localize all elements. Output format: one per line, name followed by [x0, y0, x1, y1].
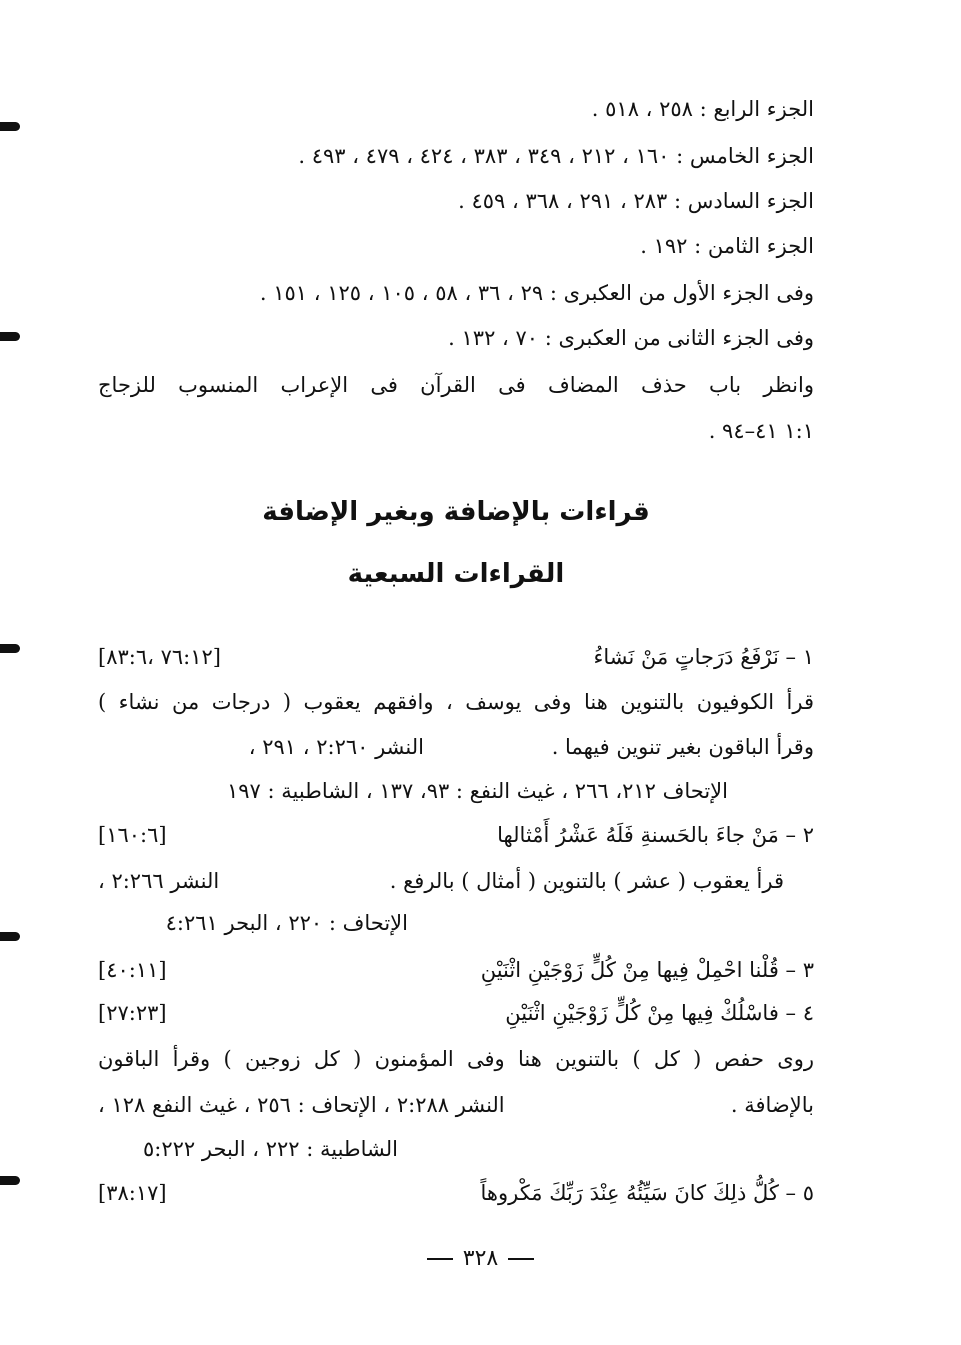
- margin-mark: [0, 122, 20, 131]
- commentary-line: [98, 1088, 814, 1122]
- verse-text: ١ – نَرْفَعُ دَرَجاتٍ مَنْ نَشاءُ: [593, 645, 814, 669]
- index-line: وفى الجزء الأول من العكبرى : ٢٩ ، ٣٦ ، ٥٨ ، ١٠٥ ، ١٢٥ ، ١٥١ .: [259, 281, 814, 305]
- verse-reference: [٧٦:١٢ ،٨٣:٦]: [98, 645, 221, 669]
- index-line: وانظر باب حذف المضاف فى القرآن فى الإعراب المنسوب للزجاج: [98, 373, 814, 397]
- verse-entry: [98, 953, 814, 987]
- source-citation: الإتحاف ٢١٢، ٢٦٦ ، غيث النفع : ٩٣، ١٣٧ ، الشاطبية : ١٩٧: [226, 779, 728, 803]
- page-number: [0, 1244, 961, 1274]
- source-citation: الشاطبية : ٢٢٢ ، البحر ٥:٢٢٢: [142, 1137, 398, 1161]
- page-number-value: ٣٢٨: [462, 1246, 499, 1271]
- verse-reference: [٤٠:١١]: [98, 958, 167, 982]
- index-line: وفى الجزء الثانى من العكبرى : ٧٠ ، ١٣٢ .: [448, 326, 814, 350]
- margin-mark: [0, 1176, 20, 1185]
- page-number-dash: [508, 1258, 534, 1260]
- verse-text: ٣ – قُلْنا احْمِلْ فِيها مِنْ كُلٍّ زَوْجَيْنِ اثْنَيْنِ: [480, 958, 814, 982]
- verse-reference: [٢٧:٢٣]: [98, 1001, 167, 1025]
- source-citation: النشر ٢:٢٦٠ ، ٢٩١ ،: [248, 735, 424, 759]
- index-line: ١:١ ٤١–٩٤ .: [708, 419, 814, 443]
- margin-mark: [0, 932, 20, 941]
- verse-text: ٥ – كُلُّ ذلِكَ كانَ سَيِّئُهُ عِنْدَ رَبِّكَ مَكْروهاً: [480, 1181, 814, 1205]
- margin-mark: [0, 332, 20, 341]
- source-citation: النشر ٢:٢٨٨ ، الإتحاف : ٢٥٦ ، غيث النفع ١٢٨ ،: [98, 1093, 505, 1117]
- commentary-text: بالإضافة .: [730, 1093, 814, 1117]
- index-line: الجزء السادس : ٢٨٣ ، ٢٩١ ، ٣٦٨ ، ٤٥٩ .: [458, 189, 814, 213]
- verse-reference: [٣٨:١٧]: [98, 1181, 167, 1205]
- section-subtitle: القراءات السبعية: [347, 559, 565, 589]
- source-citation: النشر ٢:٢٦٦ ،: [98, 869, 220, 893]
- commentary-text: وقرأ الباقون بغير تنوين فيهما .: [551, 735, 814, 759]
- verse-entry: [98, 640, 814, 674]
- verse-entry: [98, 996, 814, 1030]
- verse-entry: [98, 1176, 814, 1210]
- index-line: الجزء الخامس : ١٦٠ ، ٢١٢ ، ٣٤٩ ، ٣٨٣ ، ٤٢٤ ، ٤٧٩ ، ٤٩٣ .: [298, 144, 814, 168]
- section-title: قراءات بالإضافة وبغير الإضافة: [262, 497, 650, 527]
- source-citation: الإتحاف : ٢٢٠ ، البحر ٤:٢٦١: [165, 911, 408, 935]
- verse-text: ٢ – مَنْ جاءَ بالحَسنةِ فَلَهُ عَشْرُ أَمْثالها: [497, 823, 814, 847]
- verse-text: ٤ – فاسْلُكْ فِيها مِنْ كُلٍّ زَوْجَيْنِ اثْنَيْنِ: [505, 1001, 814, 1025]
- margin-mark: [0, 644, 20, 653]
- commentary-line: روى حفص ( كل ) بالتنوين هنا وفى المؤمنون ( كل زوجين ) وقرأ الباقون: [98, 1047, 814, 1071]
- commentary-text: قرأ يعقوب ( عشر ) بالتنوين ( أمثال ) بالرفع .: [389, 869, 784, 893]
- commentary-line: [98, 730, 814, 764]
- verse-reference: [١٦٠:٦]: [98, 823, 167, 847]
- index-line: الجزء الرابع : ٢٥٨ ، ٥١٨ .: [591, 97, 814, 121]
- page-number-dash: [427, 1258, 453, 1260]
- index-line: الجزء الثامن : ١٩٢ .: [640, 234, 814, 258]
- commentary-line: [98, 864, 814, 898]
- commentary-line: قرأ الكوفيون بالتنوين هنا وفى يوسف ، وافقهم يعقوب ( درجات من نشاء ): [98, 690, 814, 714]
- verse-entry: [98, 818, 814, 852]
